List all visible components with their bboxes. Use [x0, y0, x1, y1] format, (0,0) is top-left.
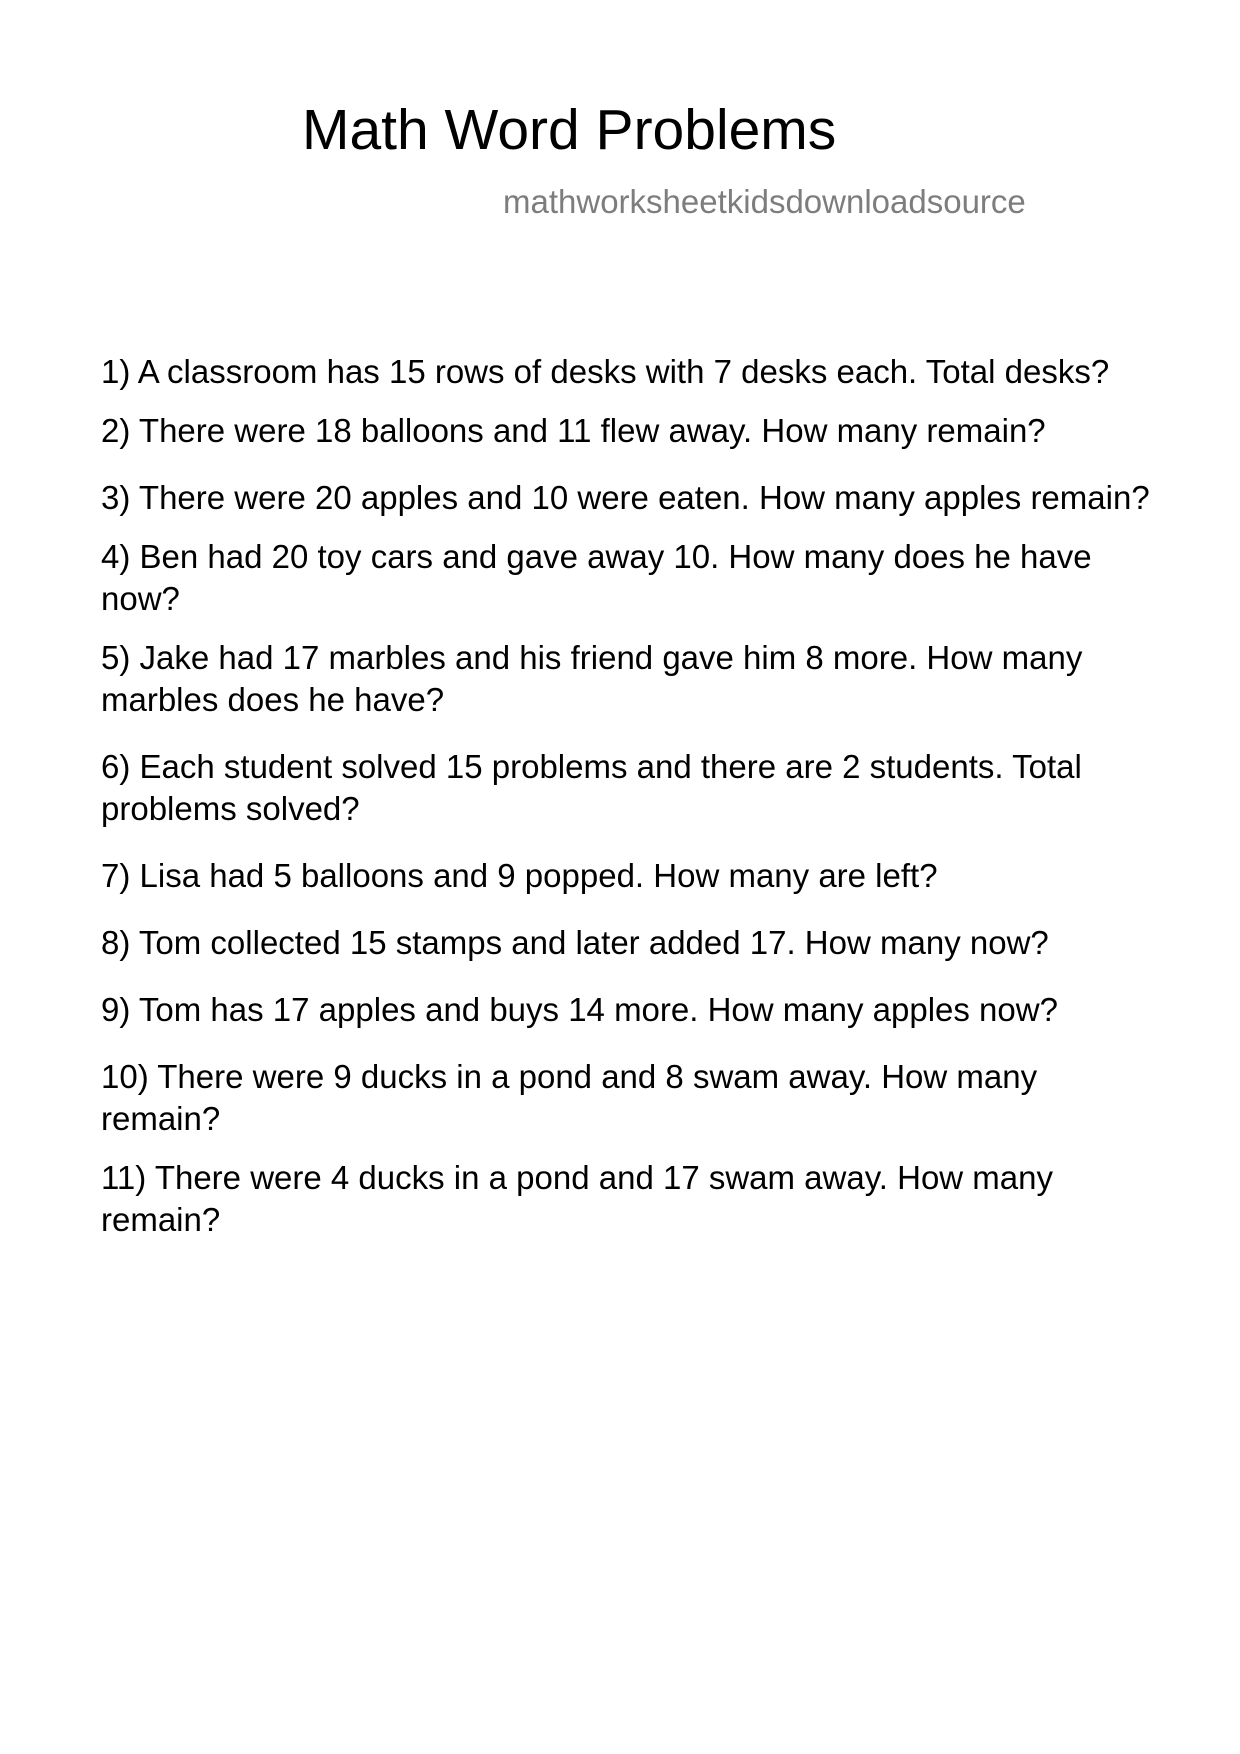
problem-item-3: 3) There were 20 apples and 10 were eaten. How many apples remain? [101, 479, 1150, 516]
site-label: mathworksheetkidsdownloadsource [503, 183, 1026, 220]
problem-list [101, 351, 1161, 1241]
problem-item-11: 11) There were 4 ducks in a pond and 17 swam away. How many remain? [101, 1159, 1053, 1238]
problem-item-1: 1) A classroom has 15 rows of desks with 7 desks each. Total desks? [101, 353, 1110, 390]
page-title: Math Word Problems [302, 98, 837, 162]
problem-item-2: 2) There were 18 balloons and 11 flew away. How many remain? [101, 412, 1046, 449]
problem-item-5: 5) Jake had 17 marbles and his friend gave him 8 more. How many marbles does he have? [101, 639, 1083, 718]
problem-item-9: 9) Tom has 17 apples and buys 14 more. How many apples now? [101, 991, 1058, 1028]
problem-item-6: 6) Each student solved 15 problems and there are 2 students. Total problems solved? [101, 748, 1082, 827]
problem-item-4: 4) Ben had 20 toy cars and gave away 10. How many does he have now? [101, 538, 1092, 617]
problem-item-8: 8) Tom collected 15 stamps and later added 17. How many now? [101, 924, 1049, 961]
problem-item-10: 10) There were 9 ducks in a pond and 8 swam away. How many remain? [101, 1058, 1038, 1137]
problem-item-7: 7) Lisa had 5 balloons and 9 popped. How many are left? [101, 857, 938, 894]
